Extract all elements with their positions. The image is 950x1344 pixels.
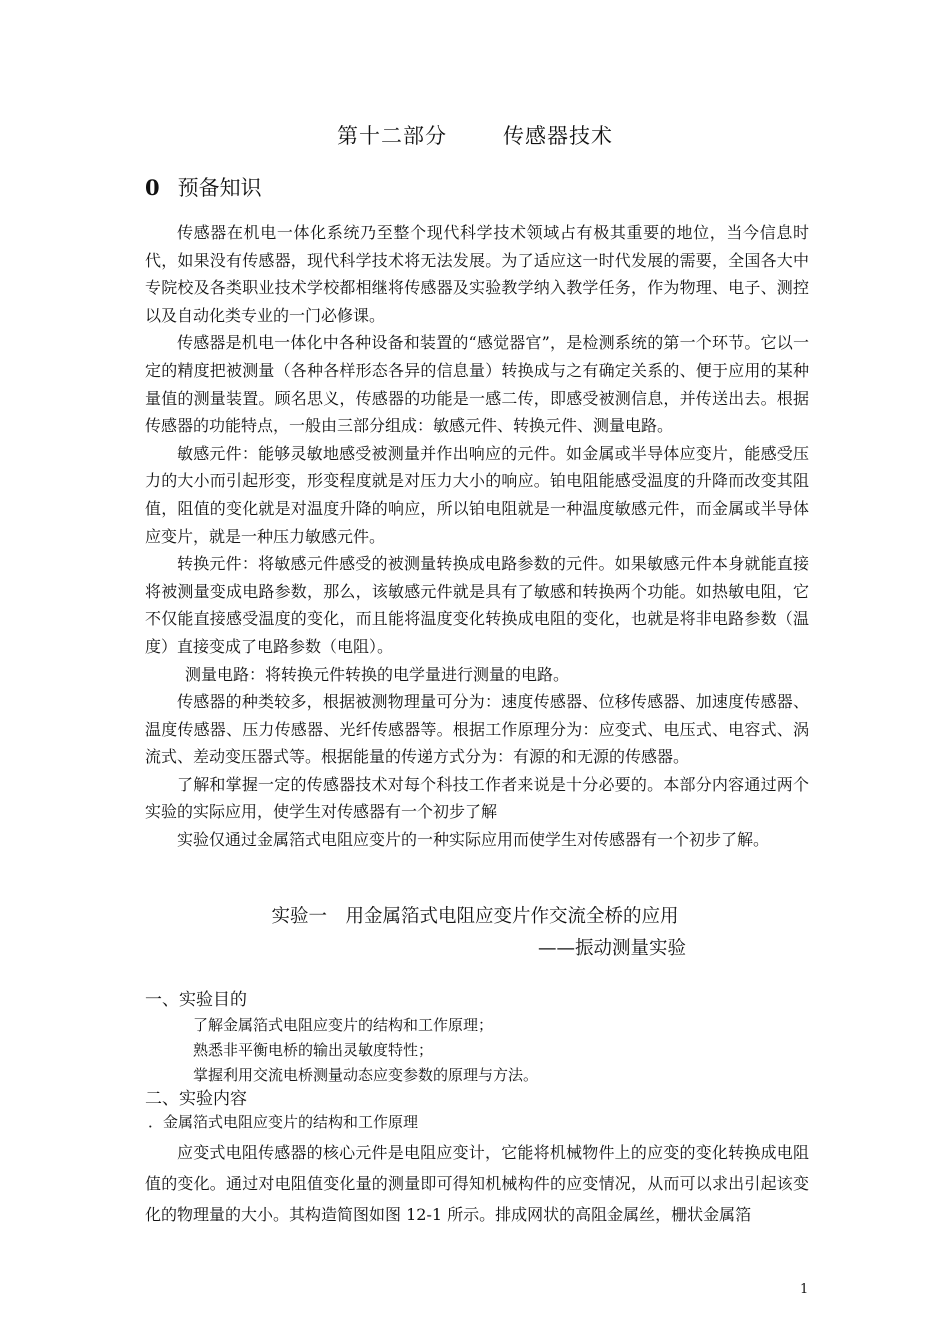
section-label: 预备知识 <box>177 176 262 200</box>
purpose-heading: 一、实验目的 <box>145 990 247 1010</box>
content-body <box>145 1137 809 1230</box>
paragraph: 传感器是机电一体化中各种设备和装置的“感觉器官”，是检测系统的第一个环节。它以一定的精度把被测量（各种各样形态各异的信息量）转换成与之有确定关系的、便于应用的某种量值的测量装置。顾名思义，传感器的功能是一感二传，即感受被测信息，并传送出去。根据传感器的功能特点，一般由三部分组成：敏感元件、转换元件、测量电路。 <box>145 333 809 436</box>
title-part: 第十二部分 <box>337 124 447 148</box>
paragraph: 了解和掌握一定的传感器技术对每个科技工作者来说是十分必要的。本部分内容通过两个实验的实际应用，使学生对传感器有一个初步了解 <box>145 774 809 822</box>
purpose-item: 了解金属箔式电阻应变片的结构和工作原理； <box>193 1016 494 1034</box>
section-heading-0 <box>145 172 262 202</box>
paragraph: 实验仅通过金属箔式电阻应变片的一种实际应用而使学生对传感器有一个初步了解。 <box>177 830 770 850</box>
purpose-item: 熟悉非平衡电桥的输出灵敏度特性； <box>193 1041 434 1059</box>
paragraph: 敏感元件：能够灵敏地感受被测量并作出响应的元件。如金属或半导体应变片，能感受压力的大小而引起形变，形变程度就是对压力大小的响应。铂电阻能感受温度的升降而改变其阻值，阻值的变化就是对温度升降的响应，所以铂电阻就是一种温度敏感元件，而金属或半导体应变片，就是一种压力敏感元件。 <box>145 443 809 546</box>
title-topic: 传感器技术 <box>503 124 613 148</box>
content-subheading: ．金属箔式电阻应变片的结构和工作原理 <box>148 1113 419 1131</box>
section-number: 0 <box>145 175 160 200</box>
experiment-subtitle: ——振动测量实验 <box>538 938 687 959</box>
paragraph: 转换元件：将敏感元件感受的被测量转换成电路参数的元件。如果敏感元件本身就能直接将被测量变成电路参数，那么，该敏感元件就是具有了敏感和转换两个功能。如热敏电阻，它不仅能直接感受温度的变化，而且能将温度变化转换成电阻的变化，也就是将非电路参数（温度）直接变成了电路参数（电阻）。 <box>145 554 809 656</box>
purpose-item: 掌握利用交流电桥测量动态应变参数的原理与方法。 <box>193 1066 539 1084</box>
intro-body <box>145 219 809 854</box>
page-title <box>0 120 950 150</box>
content-heading: 二、实验内容 <box>145 1089 247 1109</box>
paragraph: 测量电路：将转换元件转换的电学量进行测量的电路。 <box>185 664 570 684</box>
page-number: 1 <box>800 1282 809 1297</box>
paragraph: 应变式电阻传感器的核心元件是电阻应变计，它能将机械物件上的应变的变化转换成电阻值的变化。通过对电阻值变化量的测量即可得知机械构件的应变情况，从而可以求出引起该变化的物理量的大小。其构造简图如图 12-1 所示。排成网状的高阻金属丝，栅状金属箔 <box>145 1143 809 1224</box>
experiment-title: 实验一 用金属箔式电阻应变片作交流全桥的应用 <box>271 906 679 927</box>
paragraph: 传感器的种类较多，根据被测物理量可分为：速度传感器、位移传感器、加速度传感器、温度传感器、压力传感器、光纤传感器等。根据工作原理分为：应变式、电压式、电容式、涡流式、差动变压器式等。根据能量的传递方式分为：有源的和无源的传感器。 <box>145 692 809 767</box>
paragraph: 传感器在机电一体化系统乃至整个现代科学技术领域占有极其重要的地位，当今信息时代，如果没有传感器，现代科学技术将无法发展。为了适应这一时代发展的需要，全国各大中专院校及各类职业技术学校都相继将传感器及实验教学纳入教学任务，作为物理、电子、测控以及自动化类专业的一门必修课。 <box>145 223 809 325</box>
